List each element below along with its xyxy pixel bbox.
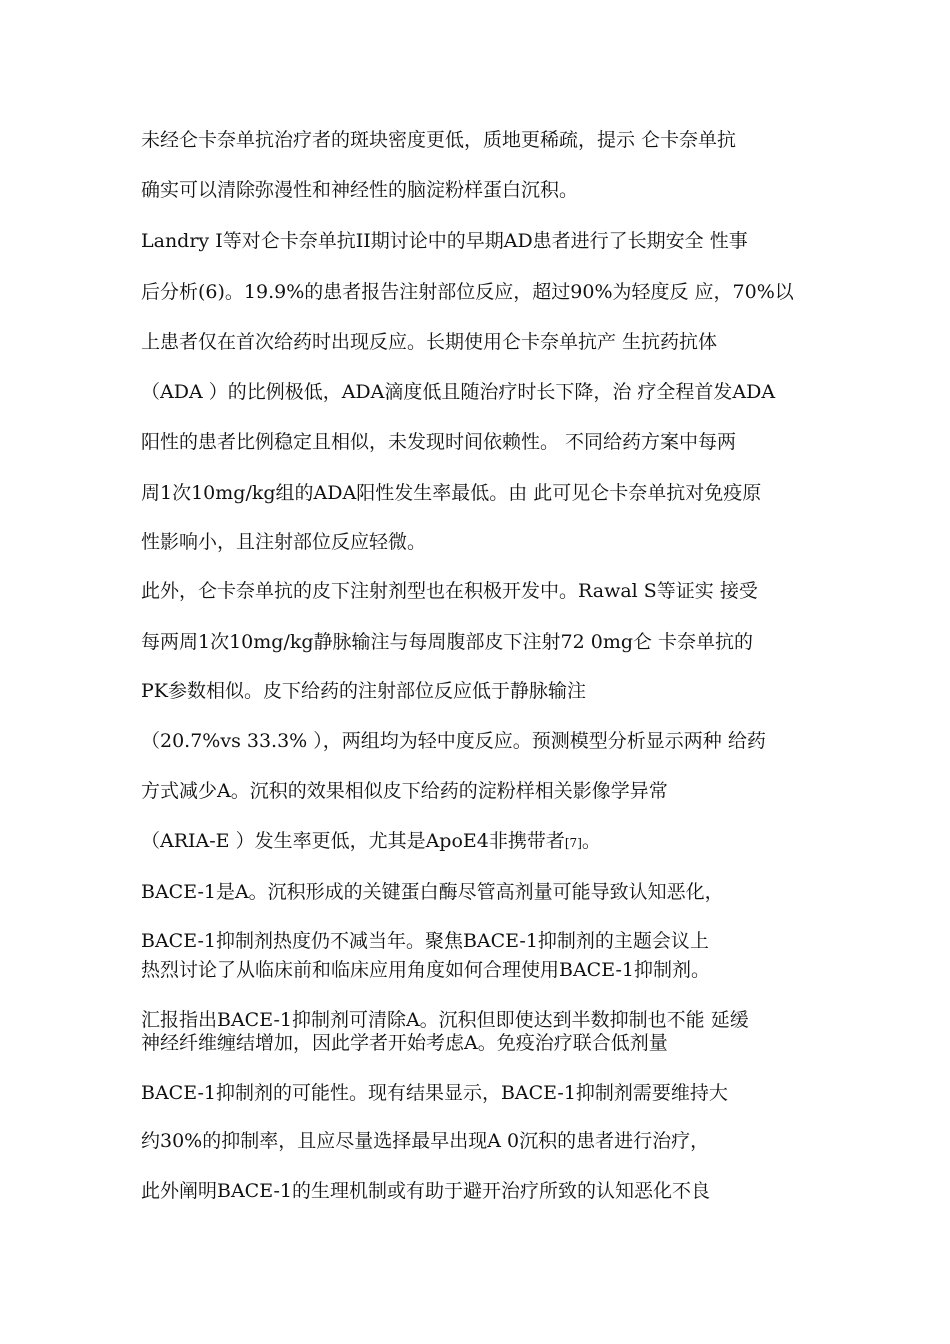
- text-line-5: 上患者仅在首次给药时出现反应。长期使用仑卡奈单抗产 生抗药抗体: [141, 331, 718, 353]
- text-line-7: 阳性的患者比例稳定且相似，未发现时间依赖性。 不同给药方案中每两: [141, 431, 737, 453]
- text-line-18: 热烈讨论了从临床前和临床应用角度如何合理使用BACE-1抑制剂。: [141, 959, 710, 981]
- text-line-20: 神经纤维缠结增加，因此学者开始考虑A。免疫治疗联合低剂量: [141, 1032, 668, 1054]
- text-line-12: PK参数相似。皮下给药的注射部位反应低于静脉输注: [141, 680, 586, 702]
- text-line-14: 方式减少A。沉积的效果相似皮下给药的淀粉样相关影像学异常: [141, 780, 668, 802]
- text-line-15: [141, 829, 601, 855]
- text-line-23: 此外阐明BACE-1的生理机制或有助于避开治疗所致的认知恶化不良: [141, 1180, 710, 1202]
- text-line-4: 后分析(6)。19.9%的患者报告注射部位反应，超过90%为轻度反 应，70%以: [141, 281, 794, 303]
- text-line-9: 性影响小，且注射部位反应轻微。: [141, 531, 427, 553]
- text-line-17: BACE-1抑制剂热度仍不减当年。聚焦BACE-1抑制剂的主题会议上: [141, 930, 709, 952]
- text-line-3: Landry I等对仑卡奈单抗II期讨论中的早期AD患者进行了长期安全 性事: [141, 230, 748, 252]
- text-line-2: 确实可以清除弥漫性和神经性的脑淀粉样蛋白沉积。: [141, 179, 579, 201]
- text-line-22: 约30%的抑制率，且应尽量选择最早出现A 0沉积的患者进行治疗，: [141, 1130, 710, 1152]
- text-line-15-end: 。: [581, 830, 601, 852]
- text-line-10: 此外，仑卡奈单抗的皮下注射剂型也在积极开发中。Rawal S等证实 接受: [141, 580, 758, 602]
- text-line-13: （20.7%vs 33.3% ），两组均为轻中度反应。预测模型分析显示两种 给药: [141, 730, 766, 752]
- text-line-19: 汇报指出BACE-1抑制剂可清除A。沉积但即使达到半数抑制也不能 延缓: [141, 1009, 749, 1031]
- citation-ref-7: [7]: [564, 836, 582, 850]
- text-line-15-body: （ARIA-E ）发生率更低，尤其是ApoE4非携带者: [141, 830, 565, 852]
- text-line-1: 未经仑卡奈单抗治疗者的斑块密度更低，质地更稀疏，提示 仑卡奈单抗: [141, 129, 737, 151]
- text-line-11: 每两周1次10mg/kg静脉输注与每周腹部皮下注射72 0mg仑 卡奈单抗的: [141, 631, 754, 653]
- text-line-8: 周1次10mg/kg组的ADA阳性发生率最低。由 此可见仑卡奈单抗对免疫原: [141, 482, 762, 504]
- text-line-21: BACE-1抑制剂的可能性。现有结果显示，BACE-1抑制剂需要维持大: [141, 1082, 728, 1104]
- text-line-6: （ADA ）的比例极低，ADA滴度低且随治疗时长下降，治 疗全程首发ADA: [141, 381, 776, 403]
- text-line-16: BACE-1是A。沉积形成的关键蛋白酶尽管高剂量可能导致认知恶化，: [141, 881, 724, 903]
